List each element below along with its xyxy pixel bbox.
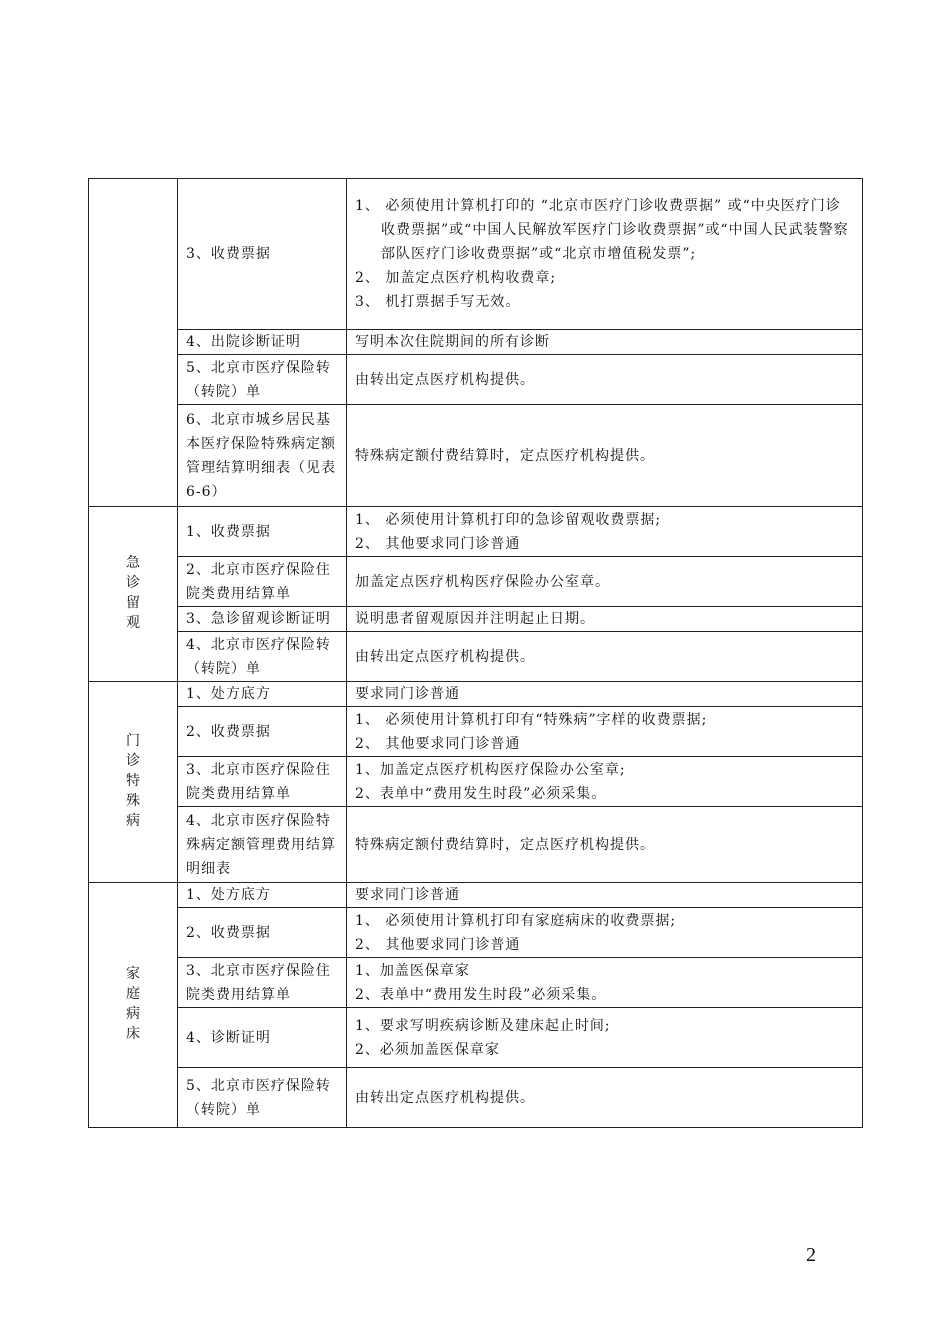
category-cell <box>89 179 178 507</box>
table-row <box>89 1008 863 1068</box>
table-row <box>89 757 863 807</box>
table-row <box>89 682 863 707</box>
item-cell: 3、北京市医疗保险住院类费用结算单 <box>178 757 347 807</box>
item-cell: 5、北京市医疗保险转（转院）单 <box>178 355 347 405</box>
item-cell: 1、处方底方 <box>178 682 347 707</box>
table-row <box>89 908 863 958</box>
item-cell: 5、北京市医疗保险转（转院）单 <box>178 1068 347 1128</box>
item-cell: 2、北京市医疗保险住院类费用结算单 <box>178 557 347 607</box>
category-cell: 急诊留观 <box>89 507 178 682</box>
item-cell: 4、诊断证明 <box>178 1008 347 1068</box>
desc-cell: 1、 必须使用计算机打印有“特殊病”字样的收费票据; 2、 其他要求同门诊普通 <box>347 707 863 757</box>
table-row <box>89 507 863 557</box>
category-cell: 门诊特殊病 <box>89 682 178 883</box>
desc-cell: 说明患者留观原因并注明起止日期。 <box>347 607 863 632</box>
page-number: 2 <box>806 1244 816 1266</box>
desc-cell: 1、要求写明疾病诊断及建床起止时间; 2、必须加盖医保章家 <box>347 1008 863 1068</box>
item-cell: 6、北京市城乡居民基本医疗保险特殊病定额管理结算明细表（见表 6-6） <box>178 405 347 507</box>
table-row <box>89 405 863 507</box>
item-cell: 4、出院诊断证明 <box>178 330 347 355</box>
category-cell: 家庭病床 <box>89 883 178 1128</box>
item-cell: 3、急诊留观诊断证明 <box>178 607 347 632</box>
desc-cell: 写明本次住院期间的所有诊断 <box>347 330 863 355</box>
table-row <box>89 883 863 908</box>
item-cell: 4、北京市医疗保险转（转院）单 <box>178 632 347 682</box>
desc-cell: 1、加盖定点医疗机构医疗保险办公室章; 2、表单中“费用发生时段”必须采集。 <box>347 757 863 807</box>
table-row <box>89 179 863 330</box>
table-row <box>89 1068 863 1128</box>
desc-cell: 要求同门诊普通 <box>347 883 863 908</box>
table-row <box>89 330 863 355</box>
table-row <box>89 807 863 883</box>
desc-cell: 特殊病定额付费结算时，定点医疗机构提供。 <box>347 807 863 883</box>
table-row <box>89 607 863 632</box>
desc-cell: 1、 必须使用计算机打印有家庭病床的收费票据; 2、 其他要求同门诊普通 <box>347 908 863 958</box>
item-cell: 4、北京市医疗保险特殊病定额管理费用结算明细表 <box>178 807 347 883</box>
desc-cell: 1、 必须使用计算机打印的 “北京市医疗门诊收费票据” 或“中央医疗门诊收费票据”或“中国人民解放军医疗门诊收费票据”或“中国人民武装警察部队医疗门诊收费票据”或“北京市增值税发票”; 2、 加盖定点医疗机构收费章; 3、 机打票据手写无效。 <box>347 179 863 330</box>
desc-cell: 要求同门诊普通 <box>347 682 863 707</box>
item-cell: 3、收费票据 <box>178 179 347 330</box>
desc-cell: 特殊病定额付费结算时，定点医疗机构提供。 <box>347 405 863 507</box>
desc-cell: 由转出定点医疗机构提供。 <box>347 1068 863 1128</box>
table-row <box>89 632 863 682</box>
table-row <box>89 958 863 1008</box>
item-cell: 2、收费票据 <box>178 908 347 958</box>
table-row <box>89 707 863 757</box>
item-cell: 2、收费票据 <box>178 707 347 757</box>
table-row <box>89 355 863 405</box>
requirements-table <box>88 178 863 1128</box>
desc-cell: 由转出定点医疗机构提供。 <box>347 632 863 682</box>
item-cell: 1、处方底方 <box>178 883 347 908</box>
item-cell: 3、北京市医疗保险住院类费用结算单 <box>178 958 347 1008</box>
desc-cell: 1、加盖医保章家 2、表单中“费用发生时段”必须采集。 <box>347 958 863 1008</box>
item-cell: 1、收费票据 <box>178 507 347 557</box>
table-row <box>89 557 863 607</box>
desc-cell: 由转出定点医疗机构提供。 <box>347 355 863 405</box>
desc-cell: 1、 必须使用计算机打印的急诊留观收费票据; 2、 其他要求同门诊普通 <box>347 507 863 557</box>
desc-cell: 加盖定点医疗机构医疗保险办公室章。 <box>347 557 863 607</box>
